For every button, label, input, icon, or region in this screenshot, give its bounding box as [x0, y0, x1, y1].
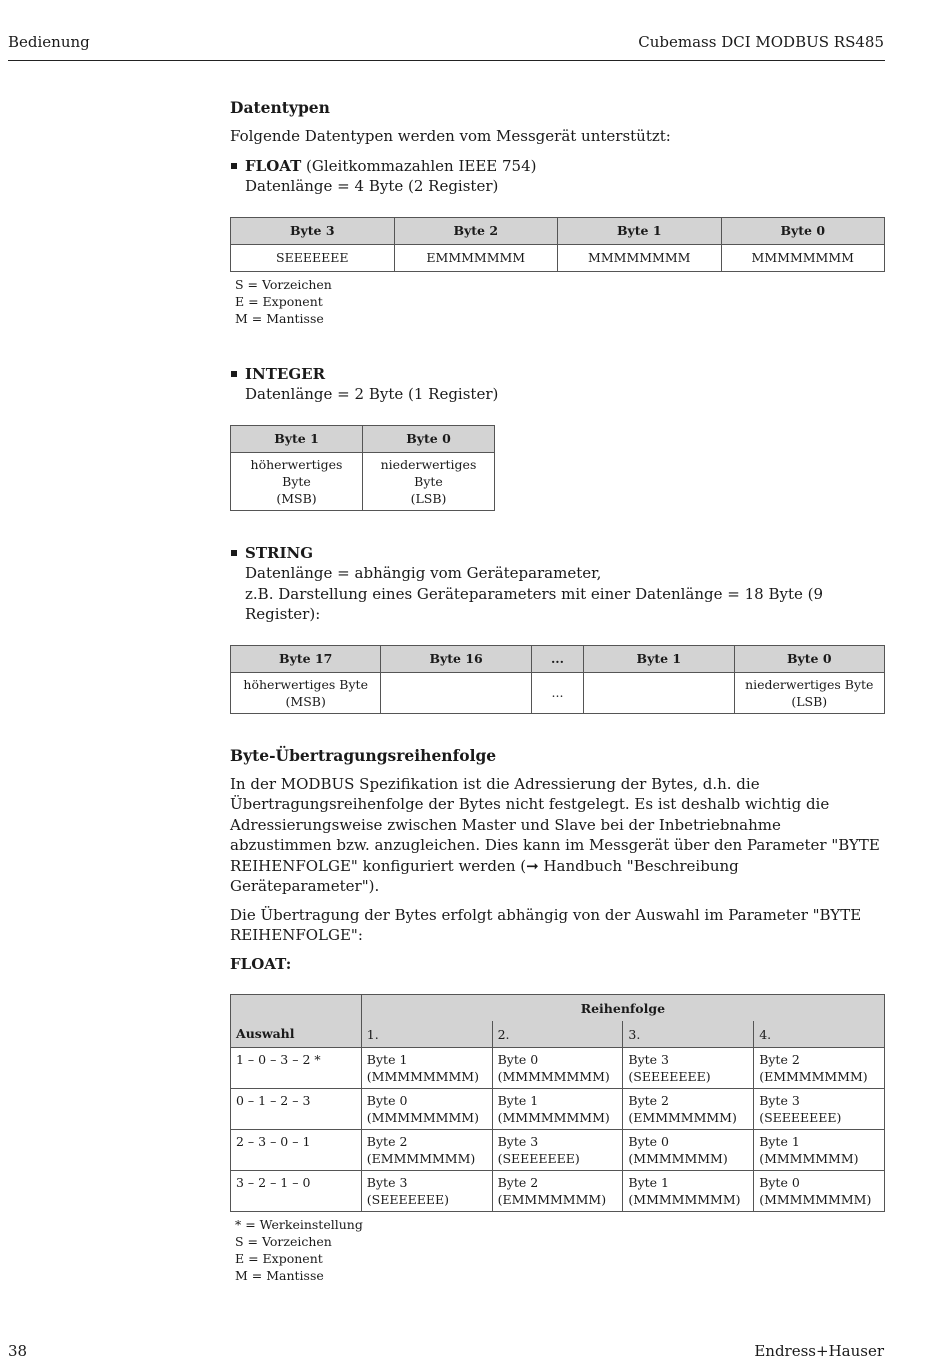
footer-brand: Endress+Hauser — [754, 1342, 884, 1360]
integer-type-name: INTEGER — [245, 364, 326, 383]
table-header-cell: Byte 1 — [584, 645, 734, 672]
table-cell-selection: 2 – 3 – 0 – 1 — [231, 1130, 362, 1171]
integer-bullet — [230, 364, 886, 405]
table-header-cell: Byte 0 — [363, 425, 495, 452]
cell-line: Byte 2 — [759, 1052, 800, 1067]
legend-item: E = Exponent — [235, 1251, 323, 1266]
table-header-cell: Byte 16 — [381, 645, 531, 672]
table-cell — [623, 1130, 754, 1171]
table-cell — [361, 1171, 492, 1212]
table-cell — [584, 672, 734, 713]
cell-line: (EMMMMMMM) — [497, 1192, 607, 1207]
table-header-cell: Byte 1 — [231, 425, 363, 452]
integer-length: Datenlänge = 2 Byte (1 Register) — [245, 385, 499, 403]
cell-line: niederwertiges Byte — [380, 456, 477, 489]
cell-line: (EMMMMMMM) — [628, 1110, 737, 1125]
cell-line: Byte 0 — [628, 1134, 669, 1149]
cell-line: (MMMMMMMM) — [366, 1110, 479, 1125]
byte-order-title: Byte-Übertragungsreihenfolge — [230, 745, 497, 765]
byte-order-paragraph: In der MODBUS Spezifikation ist die Adressierung der Bytes, d.h. die Übertragungsreihenfolge der Bytes nicht festgelegt. Es ist deshalb wichtig die Adressierungsweise zwischen Master und Slave bei der Inbetriebnahme abzustimmen bzw. anzugleichen. Dies kann im Messgerät über den Parameter "BYTE REIHENFOLGE" konfiguriert werden (➞ Handbuch "Beschreibung Geräteparameter"). — [230, 774, 880, 895]
cell-line: Byte 0 — [497, 1052, 539, 1067]
cell-line: Byte 3 — [759, 1093, 800, 1108]
cell-line: (MSB) — [285, 693, 326, 709]
table-cell-selection: 3 – 2 – 1 – 0 — [231, 1171, 362, 1212]
cell-line: (MMMMMMMM) — [759, 1192, 872, 1207]
legend-item: S = Vorzeichen — [235, 276, 332, 292]
cell-line: (MMMMMMM) — [628, 1151, 728, 1166]
legend-item: M = Mantisse — [235, 1268, 324, 1283]
string-bullet — [230, 543, 886, 625]
table-cell — [623, 1048, 754, 1089]
table-header-cell: Byte 17 — [231, 645, 381, 672]
table-header-cell: Byte 0 — [734, 645, 884, 672]
table-cell — [754, 1130, 885, 1171]
table-cell — [363, 452, 495, 510]
table-cell — [623, 1171, 754, 1212]
string-example: z.B. Darstellung eines Geräteparameters mit einer Datenlänge = 18 Byte (9 Register): — [245, 584, 824, 623]
cell-line: Byte 3 — [628, 1052, 669, 1067]
section-title: Datentypen — [230, 98, 330, 117]
main-content — [230, 98, 886, 1284]
table-cell — [754, 1171, 885, 1212]
table-cell — [361, 1089, 492, 1130]
cell-line: höherwertiges Byte — [250, 456, 343, 489]
table-cell — [361, 1048, 492, 1089]
bullet-square-icon — [231, 550, 237, 556]
legend-item: S = Vorzeichen — [235, 1234, 332, 1249]
byte-order-legend — [235, 1216, 886, 1284]
cell-line: Byte 1 — [497, 1093, 539, 1108]
cell-line: (MMMMMMMM) — [497, 1069, 610, 1084]
cell-line: Byte 3 — [366, 1175, 408, 1190]
cell-line: (MMMMMMM) — [759, 1151, 859, 1166]
cell-line: (MMMMMMMM) — [628, 1192, 741, 1207]
table-cell — [492, 1130, 623, 1171]
cell-line: (EMMMMMMM) — [366, 1151, 476, 1166]
cell-line: (MMMMMMMM) — [366, 1069, 479, 1084]
table-cell — [754, 1089, 885, 1130]
table-header-cell: Byte 3 — [231, 217, 395, 244]
cell-line: Byte 1 — [366, 1052, 408, 1067]
table-cell — [231, 672, 381, 713]
table-header-cell: Auswahl — [231, 995, 362, 1048]
table-cell — [381, 672, 531, 713]
cell-line: (SEEEEEEE) — [497, 1151, 580, 1166]
float-type-name: FLOAT — [245, 156, 302, 175]
cell-line: ... — [551, 685, 564, 700]
table-cell — [734, 672, 884, 713]
cell-line: (LSB) — [410, 490, 447, 506]
table-cell: SEEEEEEE — [231, 244, 395, 271]
table-header-row — [231, 425, 495, 452]
table-cell-selection: 1 – 0 – 3 – 2 * — [231, 1048, 362, 1089]
cell-line: Byte 1 — [759, 1134, 800, 1149]
float-legend — [235, 276, 886, 327]
table-header-cell: 4. — [754, 1021, 885, 1048]
table-header-cell: Byte 2 — [394, 217, 558, 244]
table-header-cell: Byte 0 — [721, 217, 885, 244]
cell-line: (MSB) — [276, 490, 317, 506]
cell-line: Byte 2 — [628, 1093, 669, 1108]
cell-line: Byte 2 — [366, 1134, 408, 1149]
table-header-row — [231, 217, 885, 244]
table-cell: EMMMMMMM — [394, 244, 558, 271]
cell-line: Byte 0 — [366, 1093, 408, 1108]
bullet-square-icon — [231, 371, 237, 377]
table-header-cell: Byte 1 — [558, 217, 722, 244]
header-document-title: Cubemass DCI MODBUS RS485 — [638, 33, 884, 51]
cell-line: (LSB) — [791, 693, 828, 709]
table-row — [231, 1130, 885, 1171]
table-group-header: Reihenfolge — [361, 995, 884, 1022]
table-cell: MMMMMMMM — [558, 244, 722, 271]
section-intro: Folgende Datentypen werden vom Messgerät unterstützt: — [230, 127, 671, 145]
legend-item: * = Werkeinstellung — [235, 1217, 363, 1232]
cell-line: (SEEEEEEE) — [366, 1192, 449, 1207]
byte-order-table — [230, 994, 885, 1212]
table-cell: MMMMMMMM — [721, 244, 885, 271]
cell-line: (SEEEEEEE) — [759, 1110, 842, 1125]
table-cell — [492, 1171, 623, 1212]
table-header-cell: 2. — [492, 1021, 623, 1048]
table-row — [231, 452, 495, 510]
table-row — [231, 672, 885, 713]
cell-line: niederwertiges Byte — [745, 676, 874, 692]
table-cell — [492, 1048, 623, 1089]
table-row — [231, 244, 885, 271]
cell-line: Byte 0 — [759, 1175, 800, 1190]
table-row — [231, 1171, 885, 1212]
header-divider — [8, 60, 885, 61]
float-type-desc: (Gleitkommazahlen IEEE 754) — [301, 156, 537, 175]
cell-line: Byte 1 — [628, 1175, 669, 1190]
legend-item: M = Mantisse — [235, 310, 324, 326]
cell-line: (EMMMMMMM) — [759, 1069, 868, 1084]
byte-order-float-label: FLOAT: — [230, 954, 292, 973]
string-type-name: STRING — [245, 543, 313, 562]
table-header-cell: ... — [531, 645, 583, 672]
table-row — [231, 1048, 885, 1089]
table-header-row — [231, 995, 885, 1022]
cell-line: (SEEEEEEE) — [628, 1069, 711, 1084]
table-cell — [231, 452, 363, 510]
float-byte-table — [230, 217, 885, 272]
page-number: 38 — [8, 1342, 28, 1360]
bullet-square-icon — [231, 163, 237, 169]
string-byte-table — [230, 645, 885, 714]
integer-byte-table — [230, 425, 495, 511]
table-header-cell: 3. — [623, 1021, 754, 1048]
table-header-cell: 1. — [361, 1021, 492, 1048]
cell-line: Byte 3 — [497, 1134, 539, 1149]
table-cell — [531, 672, 583, 713]
cell-line: Byte 2 — [497, 1175, 539, 1190]
byte-order-paragraph-2: Die Übertragung der Bytes erfolgt abhängig von der Auswahl im Parameter "BYTE REIHENFOLGE": — [230, 905, 862, 944]
table-header-row — [231, 645, 885, 672]
table-cell — [623, 1089, 754, 1130]
cell-line: (MMMMMMMM) — [497, 1110, 610, 1125]
table-row — [231, 1089, 885, 1130]
table-cell-selection: 0 – 1 – 2 – 3 — [231, 1089, 362, 1130]
string-length: Datenlänge = abhängig vom Geräteparameter, — [245, 564, 602, 582]
float-bullet — [230, 156, 886, 197]
table-cell — [492, 1089, 623, 1130]
header-section-name: Bedienung — [8, 33, 90, 51]
float-length: Datenlänge = 4 Byte (2 Register) — [245, 177, 499, 195]
table-cell — [361, 1130, 492, 1171]
legend-item: E = Exponent — [235, 293, 323, 309]
cell-line: höherwertiges Byte — [243, 676, 368, 692]
table-cell — [754, 1048, 885, 1089]
